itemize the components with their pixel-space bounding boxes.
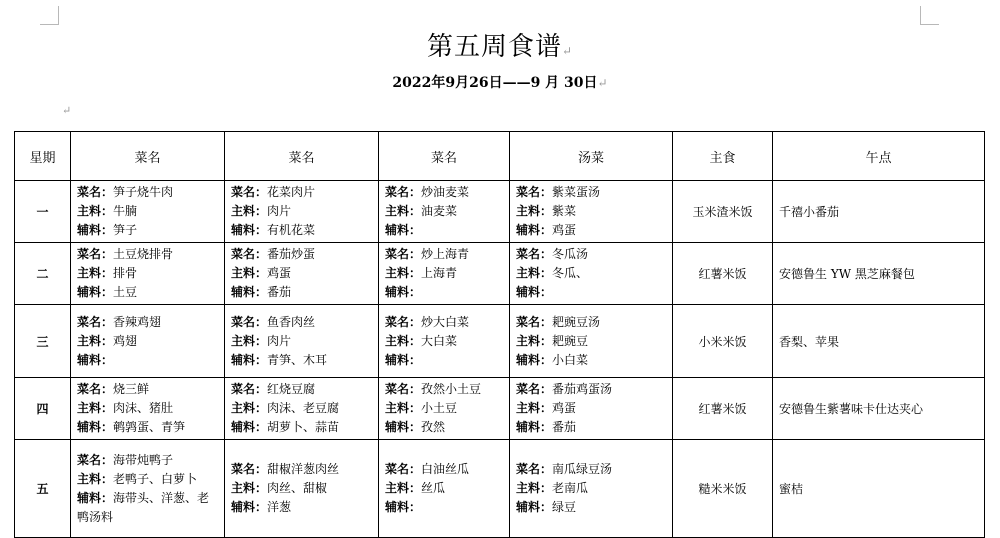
header-snack: 午点: [773, 132, 985, 181]
main-ingredient-line: 主料：排骨: [77, 266, 138, 280]
dish-name: 南瓜绿豆汤: [552, 462, 613, 476]
main-ingredient: 冬瓜、: [552, 266, 589, 280]
aux-ingredient-line: 辅料：洋葱: [231, 500, 292, 514]
main-ingredient: 排骨: [113, 266, 138, 280]
day-row: [15, 243, 985, 305]
weekly-menu-table: [14, 131, 985, 538]
aux-ingredient: 青笋、木耳: [267, 352, 328, 367]
aux-ingredient: 有机花菜: [267, 223, 316, 237]
snack-cell: 千禧小番茄: [773, 181, 985, 243]
dish-name: 花菜肉片: [267, 185, 316, 199]
dish-name: 番茄鸡蛋汤: [552, 382, 613, 396]
dish-name: 甜椒洋葱肉丝: [267, 462, 340, 476]
dish-name-line: 菜名：炒上海青: [385, 247, 470, 261]
main-ingredient-line: 主料：上海青: [385, 266, 458, 280]
header-staple: 主食: [673, 132, 773, 181]
main-ingredient-line: 主料：紫菜: [516, 204, 577, 218]
main-ingredient-line: 主料：老鸭子、白萝卜: [77, 471, 198, 486]
dish-cell: [510, 181, 673, 243]
aux-ingredient-line: 辅料：土豆: [77, 285, 138, 299]
aux-ingredient-line: 辅料：胡萝卜、蒜苗: [231, 420, 340, 434]
dish-cell: [225, 243, 379, 305]
main-ingredient: 油麦菜: [421, 204, 458, 218]
aux-ingredient-line: 辅料：: [385, 285, 422, 299]
snack-cell: 安德鲁生 YW 黑芝麻餐包: [773, 243, 985, 305]
staple-cell: 小米米饭: [673, 305, 773, 378]
page-corner-mark-left: [40, 6, 59, 25]
page-corner-mark-right: [920, 6, 939, 25]
day-row: [15, 440, 985, 538]
day-row: [15, 378, 985, 440]
main-ingredient: 鸡翅: [113, 333, 138, 348]
dish-name: 海带炖鸭子: [113, 452, 174, 467]
dish-name-line: 菜名：花菜肉片: [231, 185, 316, 199]
page-title: 第五周食谱↵: [426, 32, 574, 62]
aux-ingredient: 孜然: [421, 420, 446, 434]
main-ingredient-line: 主料：鸡蛋: [516, 401, 577, 415]
dish-name-line: 菜名：番茄炒蛋: [231, 247, 316, 261]
aux-ingredient: 鹌鹑蛋、青笋: [113, 420, 186, 434]
aux-ingredient-line: 辅料：小白菜: [516, 352, 589, 367]
day-row: [15, 181, 985, 243]
dish-cell: [379, 243, 510, 305]
main-ingredient: 肉沫、老豆腐: [267, 401, 340, 415]
date-range: 2022年9月26日——9 月 30日↵: [392, 75, 608, 91]
main-ingredient: 肉片: [267, 204, 292, 218]
aux-ingredient-line: 辅料：番茄: [516, 420, 577, 434]
dish-cell: [225, 440, 379, 538]
aux-ingredient-line: 辅料：鸡蛋: [516, 223, 577, 237]
header-weekday: 星期: [15, 132, 71, 181]
main-ingredient-line: 主料：肉沫、猪肚: [77, 401, 174, 415]
main-ingredient-line: 主料：肉沫、老豆腐: [231, 401, 340, 415]
header-dish-3: 菜名: [379, 132, 510, 181]
dish-name: 番茄炒蛋: [267, 247, 316, 261]
dish-name-line: 菜名：耙豌豆汤: [516, 314, 601, 329]
main-ingredient-line: 主料：耙豌豆: [516, 333, 589, 348]
dish-name-line: 菜名：红烧豆腐: [231, 382, 316, 396]
aux-ingredient-line: 辅料：笋子: [77, 223, 138, 237]
main-ingredient-line: 主料：牛腩: [77, 204, 138, 218]
aux-ingredient: 鸡蛋: [552, 223, 577, 237]
dish-name-line: 菜名：紫菜蛋汤: [516, 185, 601, 199]
dish-cell: [379, 440, 510, 538]
main-ingredient: 肉片: [267, 333, 292, 348]
dish-cell: [379, 378, 510, 440]
dish-name-line: 菜名：孜然小土豆: [385, 382, 482, 396]
main-ingredient-line: 主料：冬瓜、: [516, 266, 589, 280]
dish-name: 烧三鲜: [113, 382, 150, 396]
aux-ingredient: 小白菜: [552, 352, 589, 367]
main-ingredient: 鸡蛋: [267, 266, 292, 280]
aux-ingredient-line: 辅料：番茄: [231, 285, 292, 299]
staple-cell: 红薯米饭: [673, 378, 773, 440]
dish-cell: [225, 305, 379, 378]
dish-cell: [225, 378, 379, 440]
dish-name-line: 菜名：烧三鲜: [77, 382, 150, 396]
aux-ingredient-line: 辅料：鹌鹑蛋、青笋: [77, 420, 186, 434]
aux-ingredient: 绿豆: [552, 500, 577, 514]
dish-name-line: 菜名：番茄鸡蛋汤: [516, 382, 613, 396]
aux-ingredient-line: 辅料：青笋、木耳: [231, 352, 328, 367]
dish-cell: [225, 181, 379, 243]
staple-cell: 糙米米饭: [673, 440, 773, 538]
main-ingredient: 紫菜: [552, 204, 577, 218]
main-ingredient-line: 主料：鸡翅: [77, 333, 138, 348]
aux-ingredient-line: 辅料：孜然: [385, 420, 446, 434]
aux-ingredient: 胡萝卜、蒜苗: [267, 420, 340, 434]
dish-name-line: 菜名：土豆烧排骨: [77, 247, 174, 261]
main-ingredient-line: 主料：老南瓜: [516, 481, 589, 495]
dish-name-line: 菜名：甜椒洋葱肉丝: [231, 462, 340, 476]
main-ingredient: 老南瓜: [552, 481, 589, 495]
dish-cell: [379, 181, 510, 243]
dish-cell: [71, 378, 225, 440]
weekday-cell: 二: [15, 243, 71, 305]
header-dish-1: 菜名: [71, 132, 225, 181]
main-ingredient: 丝瓜: [421, 481, 446, 495]
header-soup: 汤菜: [510, 132, 673, 181]
weekday-cell: 五: [15, 440, 71, 538]
aux-ingredient-line: 辅料：绿豆: [516, 500, 577, 514]
main-ingredient: 肉沫、猪肚: [113, 401, 174, 415]
dish-cell: [510, 243, 673, 305]
aux-ingredient: 海带头、洋葱、老鸭汤料: [77, 490, 210, 524]
aux-ingredient-line: 辅料：: [385, 352, 422, 367]
paragraph-mark: ↵: [597, 76, 608, 90]
staple-cell: 红薯米饭: [673, 243, 773, 305]
weekday-cell: 三: [15, 305, 71, 378]
dish-cell: [510, 440, 673, 538]
header-row: [15, 132, 985, 181]
paragraph-mark: ↵: [561, 44, 574, 58]
staple-cell: 玉米渣米饭: [673, 181, 773, 243]
aux-ingredient: 洋葱: [267, 500, 292, 514]
main-ingredient: 耙豌豆: [552, 333, 589, 348]
aux-ingredient-line: 辅料：有机花菜: [231, 223, 316, 237]
dish-name: 红烧豆腐: [267, 382, 316, 396]
main-ingredient: 鸡蛋: [552, 401, 577, 415]
main-ingredient-line: 主料：鸡蛋: [231, 266, 292, 280]
main-ingredient: 小土豆: [421, 401, 458, 415]
header-dish-2: 菜名: [225, 132, 379, 181]
dish-name-line: 菜名：炒油麦菜: [385, 185, 470, 199]
dish-cell: [510, 305, 673, 378]
dish-cell: [510, 378, 673, 440]
dish-name: 孜然小土豆: [421, 382, 482, 396]
aux-ingredient: 番茄: [267, 285, 292, 299]
snack-cell: 安德鲁生紫薯味卡仕达夹心: [773, 378, 985, 440]
weekday-cell: 一: [15, 181, 71, 243]
main-ingredient-line: 主料：肉丝、甜椒: [231, 481, 328, 495]
snack-cell: 蜜桔: [773, 440, 985, 538]
main-ingredient: 肉丝、甜椒: [267, 481, 328, 495]
aux-ingredient-line: 辅料：: [77, 352, 114, 367]
aux-ingredient-line: 辅料：: [385, 500, 422, 514]
dish-name: 耙豌豆汤: [552, 314, 601, 329]
aux-ingredient: 土豆: [113, 285, 138, 299]
aux-ingredient-line: 辅料：海带头、洋葱、老鸭汤料: [77, 490, 210, 524]
dish-name-line: 菜名：笋子烧牛肉: [77, 185, 174, 199]
dish-name: 冬瓜汤: [552, 247, 589, 261]
main-ingredient-line: 主料：丝瓜: [385, 481, 446, 495]
main-ingredient-line: 主料：肉片: [231, 333, 292, 348]
dish-cell: [379, 305, 510, 378]
main-ingredient: 老鸭子、白萝卜: [113, 471, 198, 486]
main-ingredient-line: 主料：肉片: [231, 204, 292, 218]
dish-cell: [71, 243, 225, 305]
main-ingredient-line: 主料：小土豆: [385, 401, 458, 415]
dish-name-line: 菜名：鱼香肉丝: [231, 314, 316, 329]
dish-name-line: 菜名：炒大白菜: [385, 314, 470, 329]
dish-name: 紫菜蛋汤: [552, 185, 601, 199]
dish-name-line: 菜名：南瓜绿豆汤: [516, 462, 613, 476]
aux-ingredient-line: 辅料：: [385, 223, 422, 237]
dish-name-line: 菜名：白油丝瓜: [385, 462, 470, 476]
main-ingredient: 牛腩: [113, 204, 138, 218]
snack-cell: 香梨、苹果: [773, 305, 985, 378]
dish-name: 炒油麦菜: [421, 185, 470, 199]
dish-name: 鱼香肉丝: [267, 314, 316, 329]
dish-name: 白油丝瓜: [421, 462, 470, 476]
main-ingredient: 大白菜: [421, 333, 458, 348]
main-ingredient-line: 主料：油麦菜: [385, 204, 458, 218]
dish-name-line: 菜名：冬瓜汤: [516, 247, 589, 261]
dish-cell: [71, 305, 225, 378]
dish-cell: [71, 181, 225, 243]
dish-name: 炒上海青: [421, 247, 470, 261]
aux-ingredient-line: 辅料：: [516, 285, 553, 299]
day-row: [15, 305, 985, 378]
main-ingredient: 上海青: [421, 266, 458, 280]
dish-name-line: 菜名：香辣鸡翅: [77, 314, 162, 329]
aux-ingredient: 笋子: [113, 223, 138, 237]
dish-name-line: 菜名：海带炖鸭子: [77, 452, 174, 467]
aux-ingredient: 番茄: [552, 420, 577, 434]
dish-cell: [71, 440, 225, 538]
main-ingredient-line: 主料：大白菜: [385, 333, 458, 348]
empty-paragraph-mark: ↵: [62, 104, 72, 117]
dish-name: 炒大白菜: [421, 314, 470, 329]
dish-name: 笋子烧牛肉: [113, 185, 174, 199]
weekday-cell: 四: [15, 378, 71, 440]
dish-name: 香辣鸡翅: [113, 314, 162, 329]
dish-name: 土豆烧排骨: [113, 247, 174, 261]
